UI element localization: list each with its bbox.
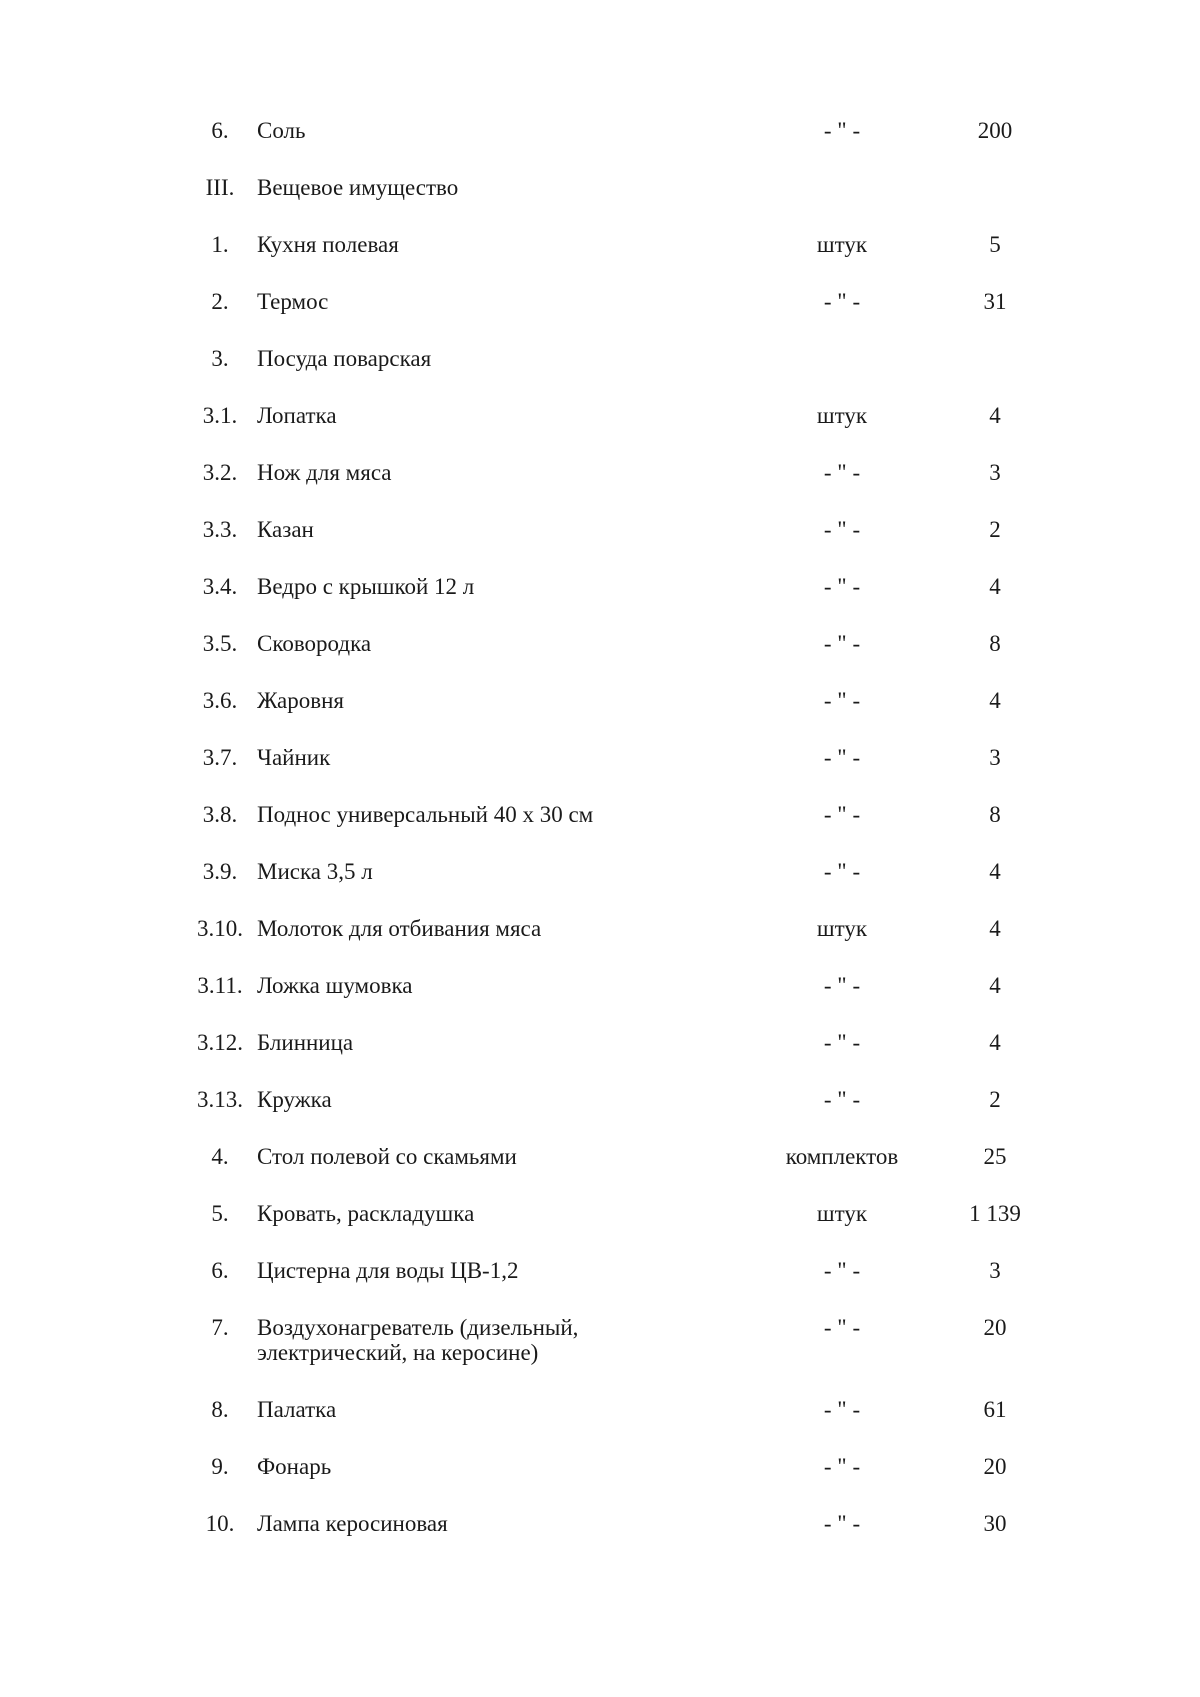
row-number: 3.4. (202, 574, 238, 599)
row-number: 9. (211, 1454, 229, 1479)
item-name: Стол полевой со скамьями (257, 1144, 517, 1169)
table-row (183, 460, 1063, 517)
item-unit: - " - (823, 802, 861, 827)
item-name: Сковородка (257, 631, 372, 656)
table-row (183, 175, 1063, 232)
item-unit: - " - (823, 1258, 861, 1283)
section-number: III. (205, 175, 235, 200)
item-quantity: 4 (989, 1030, 1001, 1055)
item-quantity: 61 (983, 1397, 1007, 1422)
table-row (183, 346, 1063, 403)
table-row (183, 1315, 1063, 1397)
item-name: Ведро с крышкой 12 л (257, 574, 475, 599)
item-name: Молоток для отбивания мяса (257, 916, 542, 941)
item-quantity: 25 (983, 1144, 1007, 1169)
item-quantity: 4 (989, 574, 1001, 599)
section-title: Вещевое имущество (257, 175, 459, 200)
table-row (183, 1201, 1063, 1258)
item-quantity: 4 (989, 916, 1001, 941)
table-row (183, 403, 1063, 460)
table-row (183, 517, 1063, 574)
item-unit: - " - (823, 1454, 861, 1479)
item-quantity: 1 139 (969, 1201, 1021, 1226)
item-quantity (927, 346, 1063, 403)
item-name: Палатка (257, 1397, 337, 1422)
item-name: Кружка (257, 1087, 332, 1112)
row-number: 3.7. (202, 745, 238, 770)
item-name-line: электрический, на керосине) (257, 1340, 539, 1365)
item-quantity: 20 (983, 1315, 1007, 1340)
item-quantity: 3 (989, 745, 1001, 770)
item-name: Блинница (257, 1030, 354, 1055)
item-name: Чайник (257, 745, 331, 770)
item-quantity (927, 175, 1063, 232)
table-row (183, 1087, 1063, 1144)
item-unit: - " - (823, 973, 861, 998)
item-name: Жаровня (257, 688, 344, 713)
item-unit: - " - (823, 745, 861, 770)
table-row (183, 289, 1063, 346)
item-quantity: 4 (989, 859, 1001, 884)
item-unit: - " - (823, 688, 861, 713)
item-name: Ложка шумовка (257, 973, 413, 998)
item-quantity: 4 (989, 688, 1001, 713)
table-row (183, 574, 1063, 631)
table-row (183, 745, 1063, 802)
item-name: Кухня полевая (257, 232, 399, 257)
row-number: 3. (211, 346, 229, 371)
item-unit: - " - (823, 631, 861, 656)
item-quantity: 8 (989, 631, 1001, 656)
row-number: 2. (211, 289, 229, 314)
table-row (183, 916, 1063, 973)
table-row (183, 1454, 1063, 1511)
item-name: Термос (257, 289, 329, 314)
item-quantity: 8 (989, 802, 1001, 827)
item-unit: - " - (823, 1030, 861, 1055)
table-row (183, 802, 1063, 859)
row-number: 3.12. (197, 1030, 243, 1055)
row-number: 3.5. (202, 631, 238, 656)
row-number: 3.11. (197, 973, 243, 998)
item-unit: - " - (823, 1087, 861, 1112)
item-quantity: 31 (983, 289, 1007, 314)
item-unit: - " - (823, 517, 861, 542)
row-number: 3.10. (197, 916, 243, 941)
item-unit: штук (816, 232, 868, 257)
row-number: 3.1. (202, 403, 238, 428)
row-number: 6. (211, 118, 229, 143)
item-unit: - " - (823, 1397, 861, 1422)
item-unit: - " - (823, 460, 861, 485)
table-row (183, 1144, 1063, 1201)
row-number: 10. (205, 1511, 235, 1536)
item-unit: - " - (823, 1315, 861, 1340)
item-unit (757, 175, 927, 232)
row-number: 4. (211, 1144, 229, 1169)
item-quantity: 200 (977, 118, 1013, 143)
item-name: Кровать, раскладушка (257, 1201, 475, 1226)
item-name: Фонарь (257, 1454, 332, 1479)
table-row (183, 631, 1063, 688)
item-quantity: 4 (989, 403, 1001, 428)
item-name: Нож для мяса (257, 460, 392, 485)
table-row (183, 118, 1063, 175)
table-row (183, 1511, 1063, 1568)
row-number: 3.2. (202, 460, 238, 485)
item-name: Лампа керосиновая (257, 1511, 448, 1536)
item-name: Цистерна для воды ЦВ-1,2 (257, 1258, 519, 1283)
item-unit (757, 346, 927, 403)
table-row (183, 232, 1063, 289)
table-row (183, 973, 1063, 1030)
row-number: 7. (211, 1315, 229, 1340)
table-row (183, 1030, 1063, 1087)
row-number: 3.9. (202, 859, 238, 884)
item-name (257, 1315, 757, 1397)
table-row (183, 1258, 1063, 1315)
item-quantity: 30 (983, 1511, 1007, 1536)
row-number: 3.8. (202, 802, 238, 827)
item-name: Казан (257, 517, 314, 542)
item-unit: штук (816, 1201, 868, 1226)
item-quantity: 2 (989, 1087, 1001, 1112)
item-quantity: 20 (983, 1454, 1007, 1479)
inventory-table (183, 118, 1063, 1568)
row-number: 3.3. (202, 517, 238, 542)
item-quantity: 4 (989, 973, 1001, 998)
row-number: 1. (211, 232, 229, 257)
item-quantity: 3 (989, 1258, 1001, 1283)
item-name-line: Воздухонагреватель (дизельный, (257, 1315, 579, 1340)
row-number: 5. (211, 1201, 229, 1226)
table-row (183, 1397, 1063, 1454)
item-unit: - " - (823, 289, 861, 314)
row-number: 3.13. (197, 1087, 243, 1112)
item-name: Поднос универсальный 40 х 30 см (257, 802, 594, 827)
table-row (183, 688, 1063, 745)
table-row (183, 859, 1063, 916)
item-name: Лопатка (257, 403, 337, 428)
row-number: 6. (211, 1258, 229, 1283)
item-quantity: 5 (989, 232, 1001, 257)
item-unit: штук (816, 916, 868, 941)
item-unit: штук (816, 403, 868, 428)
item-unit: - " - (823, 859, 861, 884)
row-number: 8. (211, 1397, 229, 1422)
item-name: Миска 3,5 л (257, 859, 373, 884)
item-name: Соль (257, 118, 306, 143)
item-quantity: 2 (989, 517, 1001, 542)
item-unit: - " - (823, 1511, 861, 1536)
row-number: 3.6. (202, 688, 238, 713)
item-unit: комплектов (785, 1144, 899, 1169)
item-name: Посуда поварская (257, 346, 432, 371)
item-quantity: 3 (989, 460, 1001, 485)
item-unit: - " - (823, 118, 861, 143)
item-unit: - " - (823, 574, 861, 599)
